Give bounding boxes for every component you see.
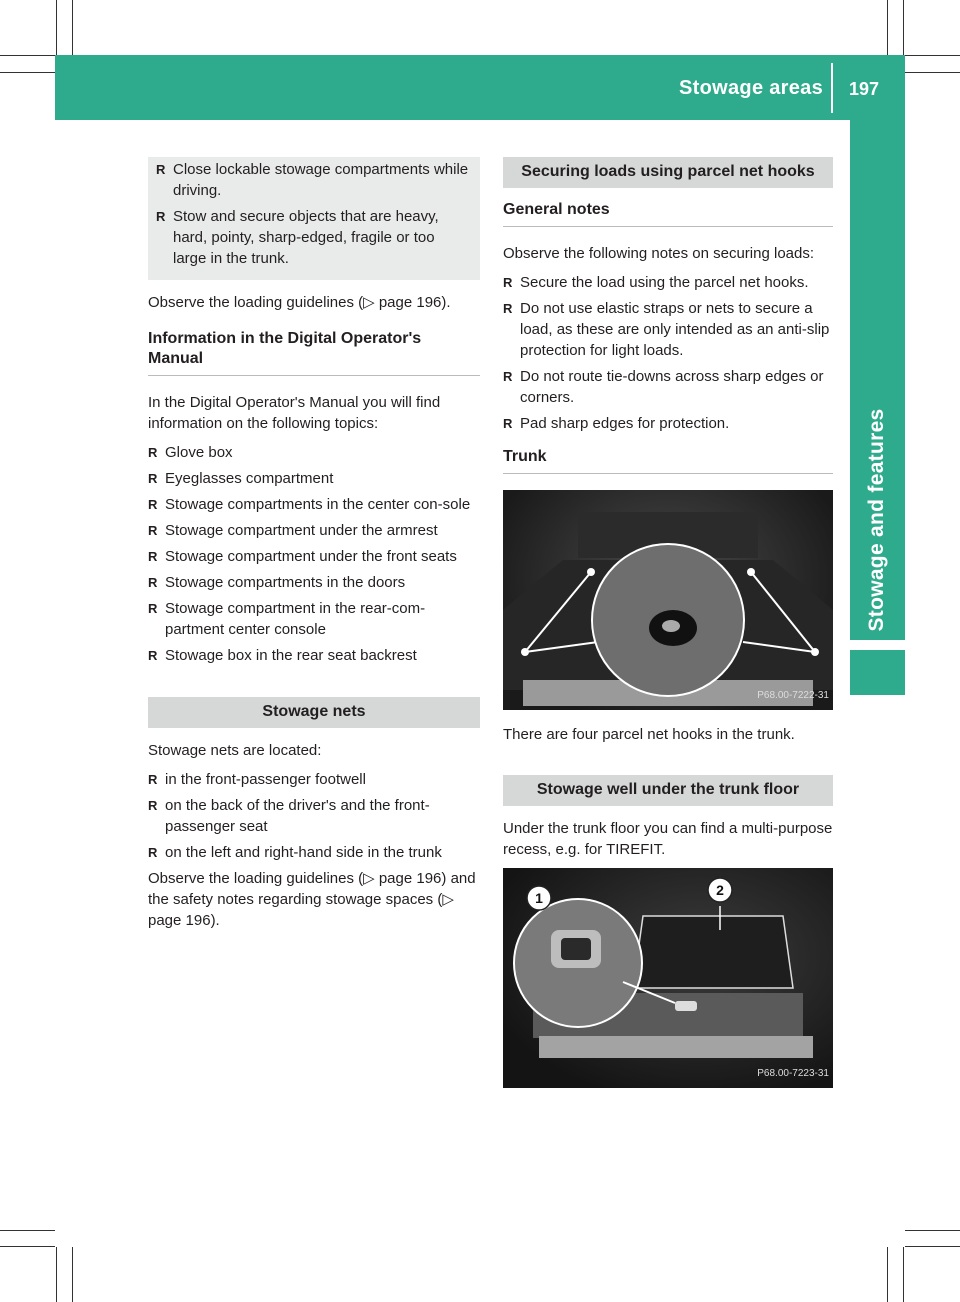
crop-mark [903,0,904,55]
list-item: R in the front-passenger footwell [148,769,480,790]
list-item: R Do not route tie-downs across sharp edges or corners. [503,366,833,408]
page-title: Stowage areas [679,77,823,99]
loading-reference: Observe the loading guidelines (▷ page 196). [148,294,451,311]
list-item: R Eyeglasses compartment [148,468,480,489]
list-item: R Stowage compartment in the rear-com-partment center console [148,598,480,640]
stowage-well-photo [503,868,833,1088]
list-item: R Stowage compartment under the front seats [148,546,480,567]
trunk-caption: There are four parcel net hooks in the trunk. [503,726,795,743]
stowage-well-illustration [503,868,833,1088]
crop-mark [0,55,55,56]
stowage-nets-footer: Observe the loading guidelines (▷ page 196) and the safety notes regarding stowage spaces (▷ page 196). [148,870,476,929]
crop-mark [72,0,73,55]
crop-mark [903,1247,904,1302]
list-item: R Close lockable stowage compartments while driving. [156,159,472,201]
stowage-well-text: Under the trunk floor you can find a multi-purpose recess, e.g. for TIREFIT. [503,820,833,858]
general-notes-heading: General notes [503,200,833,227]
list-item: R Stow and secure objects that are heavy, hard, pointy, sharp-edged, fragile or too large in the trunk. [156,206,472,269]
stowage-nets-list [148,769,480,863]
list-item: R Stowage compartments in the center con-sole [148,494,480,515]
stowage-nets-intro: Stowage nets are located: [148,742,322,759]
note-list [156,159,472,269]
crop-mark [887,0,888,55]
crop-mark [0,1246,55,1247]
crop-mark [56,1247,57,1302]
stowage-well-heading: Stowage well under the trunk floor [503,775,833,806]
crop-mark [887,1247,888,1302]
stowage-nets-heading: Stowage nets [148,697,480,728]
header-divider [831,63,833,113]
trunk-illustration [503,490,833,710]
page-number: 197 [848,79,879,99]
trunk-hooks-photo [503,490,833,710]
callout-2: 2 [716,882,724,898]
note-box [148,157,480,280]
page-header [55,55,905,120]
list-item: R Stowage compartments in the doors [148,572,480,593]
crop-mark [905,1246,960,1247]
chapter-marker [850,650,905,695]
digital-manual-list [148,442,480,666]
digital-manual-intro: In the Digital Operator's Manual you will find information on the following topics: [148,394,441,432]
list-item: R Stowage box in the rear seat backrest [148,645,480,666]
parcel-hooks-heading: Securing loads using parcel net hooks [503,157,833,188]
list-item: R on the back of the driver's and the front-passenger seat [148,795,480,837]
right-column [503,157,833,1102]
list-item: R Do not use elastic straps or nets to secure a load, as these are only intended as an anti-slip protection for light loads. [503,298,833,361]
callout-1: 1 [535,890,543,906]
crop-mark [0,1230,55,1231]
trunk-heading: Trunk [503,447,833,474]
digital-manual-heading: Information in the Digital Operator's Manual [148,329,480,376]
crop-mark [72,1247,73,1302]
crop-mark [905,55,960,56]
general-notes-intro: Observe the following notes on securing loads: [503,245,815,262]
crop-mark [905,1230,960,1231]
general-notes-list [503,272,833,434]
crop-mark [0,72,55,73]
list-item: R Secure the load using the parcel net hooks. [503,272,833,293]
list-item: R on the left and right-hand side in the trunk [148,842,480,863]
figure-code: P68.00-7222-31 [757,690,829,701]
list-item: R Stowage compartment under the armrest [148,520,480,541]
list-item: R Pad sharp edges for protection. [503,413,833,434]
left-column [148,157,480,939]
list-item: R Glove box [148,442,480,463]
crop-mark [905,72,960,73]
figure-code: P68.00-7223-31 [757,1068,829,1079]
chapter-tab-label: Stowage and features [865,408,888,632]
crop-mark [56,0,57,55]
